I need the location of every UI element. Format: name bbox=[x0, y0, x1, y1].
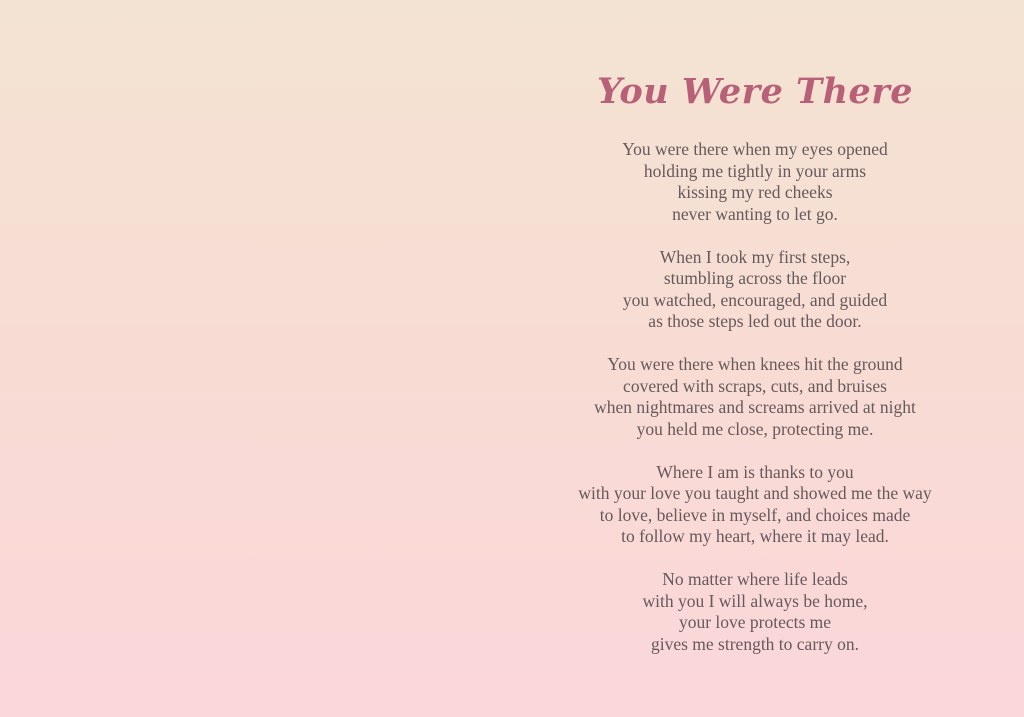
poem-line: to follow my heart, where it may lead. bbox=[621, 526, 889, 546]
poem-line: When I took my first steps, bbox=[659, 246, 851, 267]
poem-line: with you I will always be home, bbox=[642, 590, 868, 611]
poem-line: never wanting to let go. bbox=[672, 203, 838, 224]
poem-line: your love protects me bbox=[678, 612, 832, 632]
poem-line: Where I am is thanks to you bbox=[656, 461, 854, 482]
poem-line: You were there when knees hit the ground bbox=[607, 354, 903, 374]
stanza-1 bbox=[540, 139, 970, 225]
poem-body bbox=[540, 139, 970, 677]
poem-title: You Were There bbox=[596, 71, 913, 112]
stanza-3 bbox=[540, 354, 970, 440]
poem-line: when nightmares and screams arrived at night bbox=[594, 397, 916, 417]
poem-line: kissing my red cheeks bbox=[677, 182, 833, 202]
stanza-4 bbox=[540, 462, 970, 548]
poem-line: to love, believe in myself, and choices made bbox=[599, 504, 911, 525]
poem-line: covered with scraps, cuts, and bruises bbox=[623, 375, 887, 396]
poem-line: you watched, encouraged, and guided bbox=[622, 289, 888, 310]
poem-line: No matter where life leads bbox=[662, 569, 848, 589]
stanza-2 bbox=[540, 247, 970, 333]
poem-line: gives me strength to carry on. bbox=[650, 633, 859, 654]
poem-line: You were there when my eyes opened bbox=[622, 139, 888, 159]
poem-line: with your love you taught and showed me the way bbox=[578, 483, 932, 503]
stanza-5 bbox=[540, 569, 970, 655]
poem-line: holding me tightly in your arms bbox=[643, 160, 867, 181]
poem-line: you held me close, protecting me. bbox=[636, 418, 874, 439]
poem-line: as those steps led out the door. bbox=[648, 311, 862, 331]
poem-line: stumbling across the floor bbox=[663, 268, 847, 288]
